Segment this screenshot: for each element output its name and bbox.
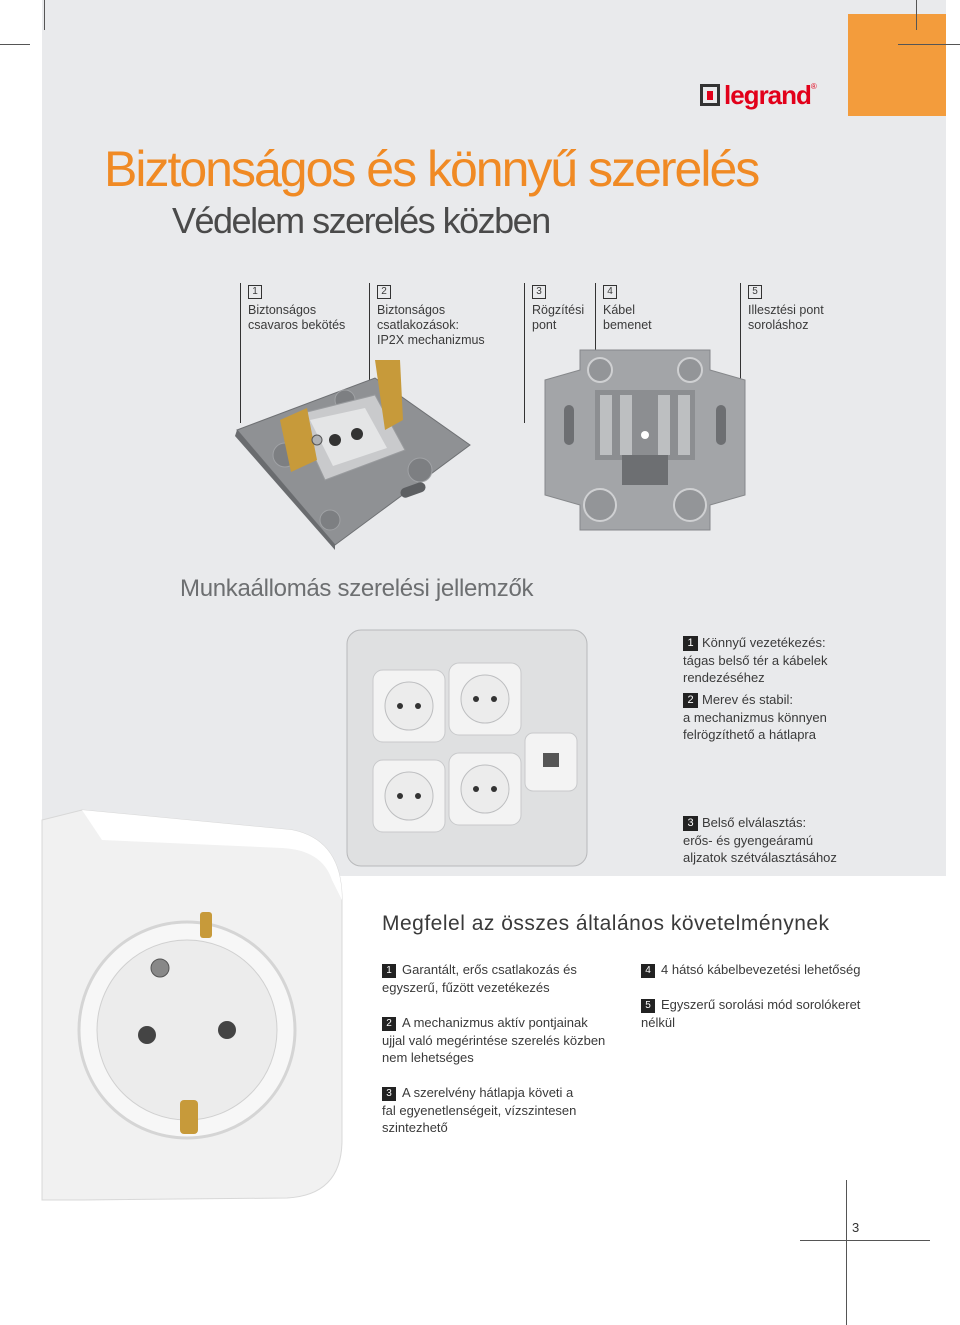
crop-mark [898, 44, 960, 45]
orange-corner-tab [848, 14, 946, 116]
page-subtitle: Védelem szerelés közben [172, 200, 550, 241]
multi-socket-frame-image [345, 628, 590, 868]
workstation-heading: Munkaállomás szerelési jellemzők [180, 575, 534, 602]
requirement-3: 3 A szerelvény hátlapja követi a fal egyenetlenségeit, vízszintesen szintezhető [382, 1085, 577, 1135]
crop-mark [44, 0, 45, 30]
page-title: Biztonságos és könnyű szerelés [104, 141, 759, 197]
callout-2: 2 Biztonságos csatlakozások: IP2X mechanizmus [377, 283, 485, 348]
callout-3: 3 Rögzítési pont [532, 283, 584, 333]
crop-mark [800, 1240, 930, 1241]
page-number: 3 [852, 1220, 860, 1235]
feature-3: 3 Belső elválasztás: erős- és gyengeáramú aljzatok szétválasztásához [683, 815, 837, 865]
crop-mark [846, 1180, 847, 1325]
crop-mark [916, 0, 917, 30]
callout-5: 5 Illesztési pont soroláshoz [748, 283, 824, 333]
feature-2: 2 Merev és stabil: a mechanizmus könnyen felrögzíthető a hátlapra [683, 692, 827, 742]
requirements-heading: Megfelel az összes általános követelménynek [382, 912, 830, 935]
legrand-logo: legrand ® [700, 80, 817, 110]
legrand-logo-mark-icon [700, 84, 720, 106]
large-socket-image [42, 800, 342, 1200]
callout-1: 1 Biztonságos csavaros bekötés [248, 283, 345, 333]
requirement-5: 5 Egyszerű sorolási mód sorolókeret nélkül [641, 997, 861, 1030]
crop-mark [0, 44, 30, 45]
requirement-2: 2 A mechanizmus aktív pontjainak ujjal való megérintése szerelés közben nem lehetséges [382, 1015, 606, 1065]
socket-mechanism-front-image [225, 360, 475, 550]
requirement-4: 4 4 hátsó kábelbevezetési lehetőség [641, 961, 860, 979]
feature-1: 1 Könnyű vezetékezés: tágas belső tér a kábelek rendezéséhez [683, 635, 828, 685]
callout-4: 4 Kábel bemenet [603, 283, 652, 333]
requirement-1: 1 Garantált, erős csatlakozás és egyszerű, fűzött vezetékezés [382, 962, 577, 995]
socket-mechanism-back-image [540, 345, 750, 535]
